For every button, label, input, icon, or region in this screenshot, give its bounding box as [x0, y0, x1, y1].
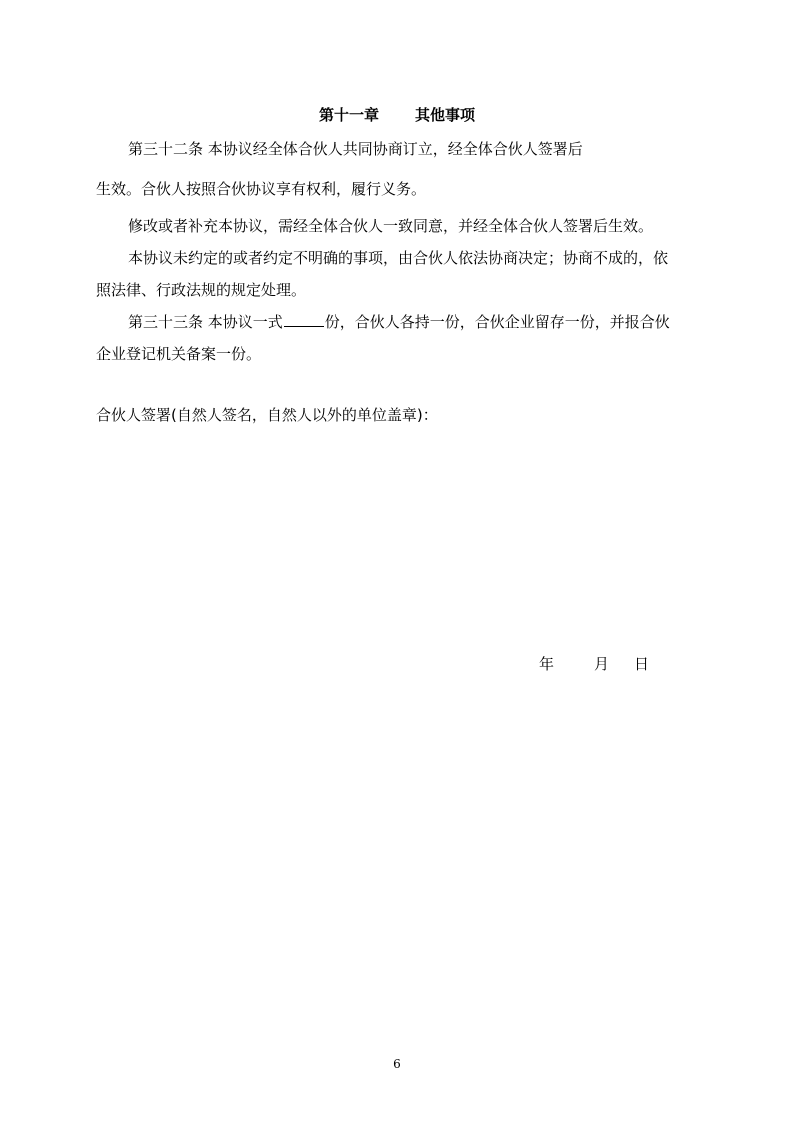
chapter-heading	[0, 103, 794, 127]
paragraph-article-32-line-1: 第三十二条 本协议经全体合伙人共同协商订立，经全体合伙人签署后	[128, 140, 583, 158]
signature-label: 合伙人签署(自然人签名，自然人以外的单位盖章)：	[96, 406, 438, 424]
date-day-label: 日	[634, 655, 650, 673]
paragraph-unspecified-matters-line-1: 本协议未约定的或者约定不明确的事项，由合伙人依法协商决定；协商不成的，依	[128, 249, 669, 267]
copies-blank-field[interactable]	[284, 312, 324, 327]
date-year-label: 年	[539, 655, 555, 673]
paragraph-article-33-line-1	[128, 310, 670, 334]
chapter-number: 第十一章	[318, 106, 379, 124]
page-number: 6	[393, 1057, 401, 1071]
paragraph-article-33-line-2: 企业登记机关备案一份。	[96, 345, 262, 363]
paragraph-amendment-line-1: 修改或者补充本协议，需经全体合伙人一致同意，并经全体合伙人签署后生效。	[128, 217, 654, 235]
chapter-title: 其他事项	[415, 106, 476, 124]
paragraph-article-32-line-2: 生效。合伙人按照合伙协议享有权利，履行义务。	[96, 180, 427, 198]
date-month-label: 月	[594, 655, 610, 673]
paragraph-unspecified-matters-line-2: 照法律、行政法规的规定处理。	[96, 281, 307, 299]
article-33-text-after-blank: 份，合伙人各持一份，合伙企业留存一份，并报合伙	[324, 313, 670, 331]
article-33-text-before-blank: 第三十三条 本协议一式	[128, 313, 283, 331]
